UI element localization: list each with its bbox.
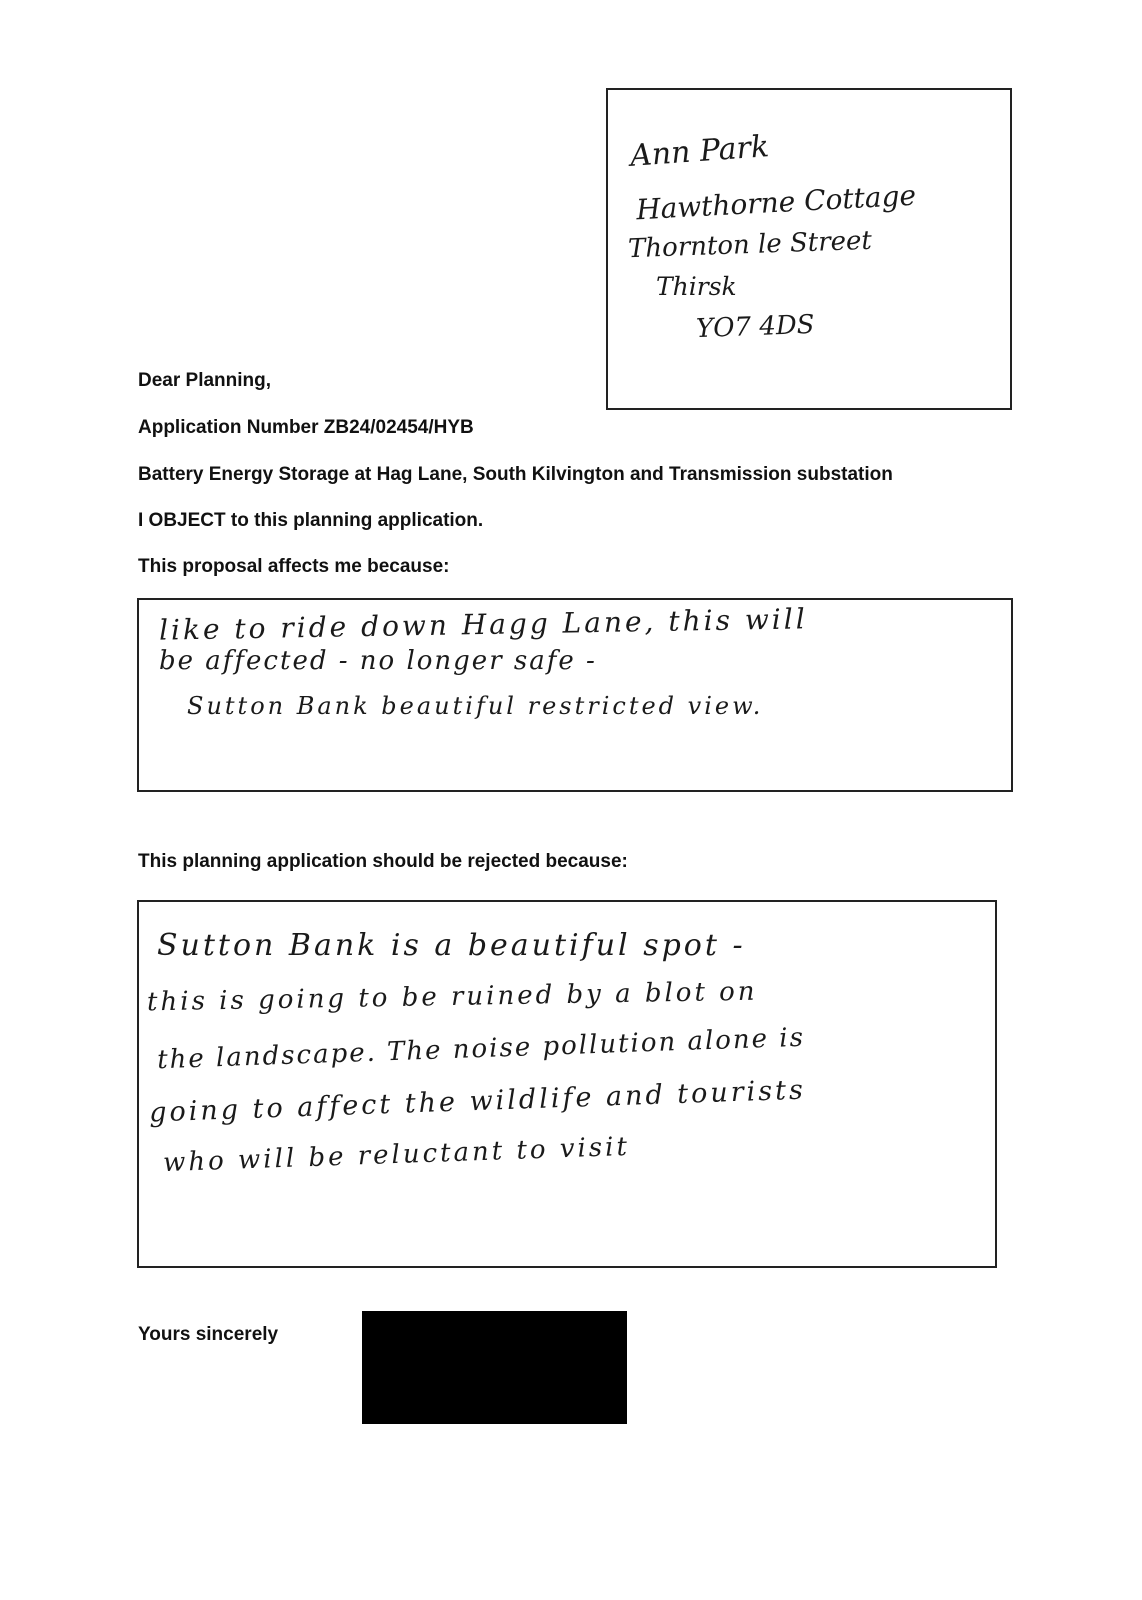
affects-response-line: be affected - no longer safe - <box>159 646 597 676</box>
affects-response-line: Sutton Bank beautiful restricted view. <box>187 692 764 720</box>
address-line-town: Thirsk <box>656 272 737 301</box>
affects-response-box <box>137 598 1013 792</box>
greeting: Dear Planning, <box>138 370 272 391</box>
application-subject: Battery Energy Storage at Hag Lane, South Kilvington and Transmission substation <box>138 464 893 485</box>
address-line-street: Thornton le Street <box>627 225 873 265</box>
reject-response-line: this is going to be ruined by a blot on <box>146 976 758 1018</box>
affects-heading: This proposal affects me because: <box>138 556 450 577</box>
reject-heading: This planning application should be rejected because: <box>138 851 628 872</box>
reject-response-line: Sutton Bank is a beautiful spot - <box>157 928 746 963</box>
address-line-name: Ann Park <box>628 129 771 174</box>
address-line-house: Hawthorne Cottage <box>635 178 917 227</box>
affects-response-line: like to ride down Hagg Lane, this will <box>158 602 808 647</box>
signoff: Yours sincerely <box>138 1324 279 1345</box>
reject-response-box <box>137 900 997 1268</box>
address-line-postcode: YO7 4DS <box>695 309 815 345</box>
address-box <box>606 88 1012 410</box>
reject-response-line: who will be reluctant to visit <box>162 1131 631 1179</box>
objection-statement: I OBJECT to this planning application. <box>138 510 484 531</box>
signature-redaction <box>362 1311 627 1424</box>
reject-response-line: the landscape. The noise pollution alone is <box>156 1022 806 1076</box>
application-number: Application Number ZB24/02454/HYB <box>138 417 474 438</box>
reject-response-line: going to affect the wildlife and tourists <box>148 1074 807 1129</box>
